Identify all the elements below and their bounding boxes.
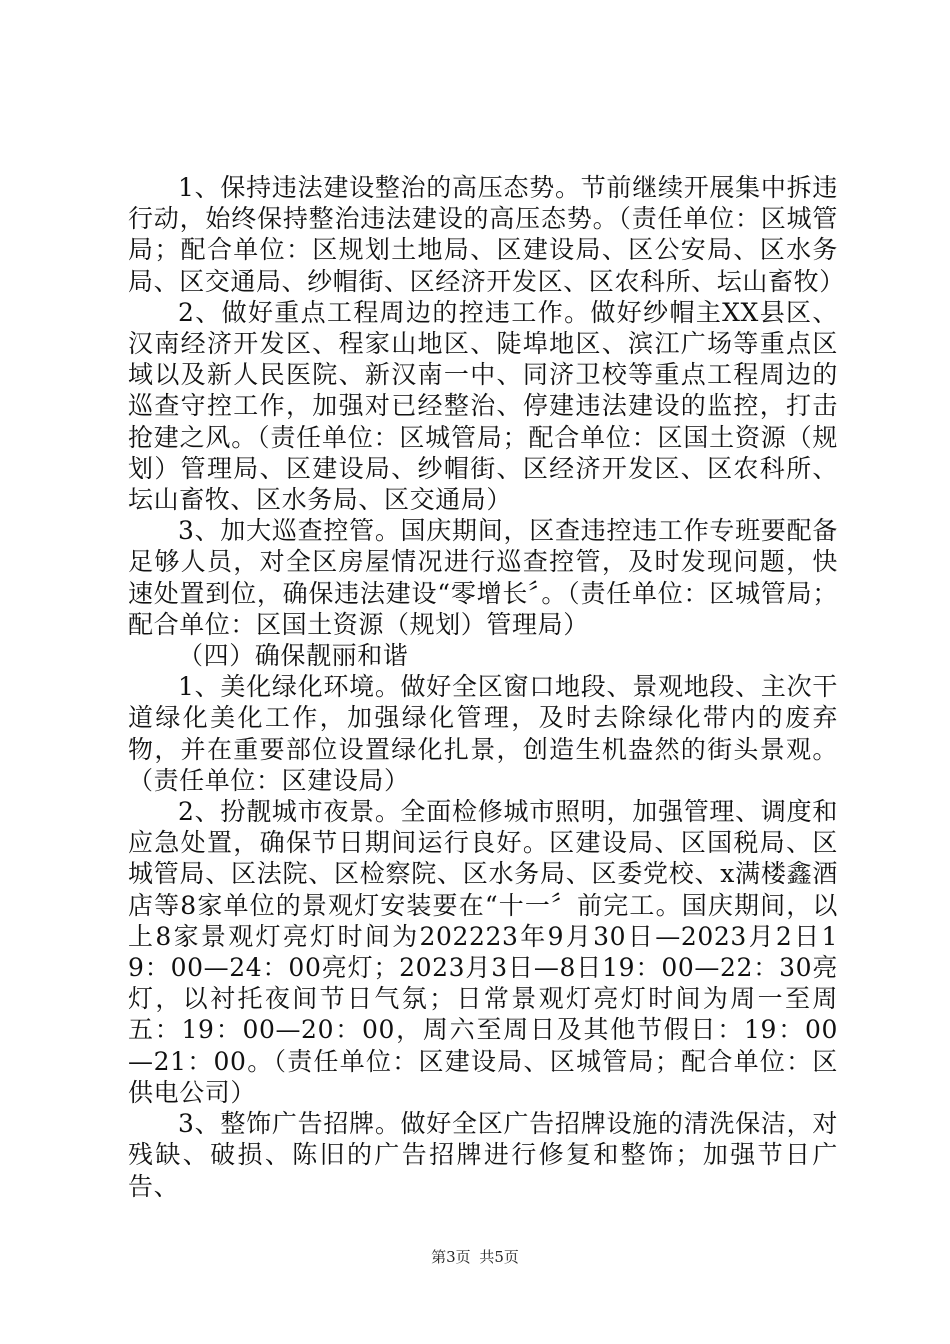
paragraph: 1、美化绿化环境。做好全区窗口地段、景观地段、主次干道绿化美化工作，加强绿化管理，及时去除绿化带内的废弃物，并在重要部位设置绿化扎景，创造生机盎然的街头景观。（责任单位：区建设局） <box>128 672 838 795</box>
paragraph: 2、扮靓城市夜景。全面检修城市照明，加强管理、调度和应急处置，确保节日期间运行良好。区建设局、区国税局、区城管局、区法院、区检察院、区水务局、区委党校、x满楼鑫酒店等8家单位的景观灯安装要在“十一〞前完工。国庆期间，以上8家景观灯亮灯时间为202223年9月30日—2023月2日19：00—24：00亮灯；2023月3日—8日19：00—22：30亮灯，以衬托夜间节日气氛；日常景观灯亮灯时间为周一至周五：19：00—20：00，周六至周日及其他节假日：19：00—21：00。（责任单位：区建设局、区城管局；配合单位：区供电公司） <box>128 797 838 1107</box>
page-footer <box>0 1246 950 1267</box>
section-heading: （四）确保靓丽和谐 <box>178 641 409 671</box>
page-total: 共5页 <box>479 1248 519 1266</box>
paragraph: 1、保持违法建设整治的高压态势。节前继续开展集中拆违行动，始终保持整治违法建设的高压态势。（责任单位：区城管局；配合单位：区规划土地局、区建设局、区公安局、区水务局、区交通局、纱帽街、区经济开发区、区农科所、坛山畜牧） <box>128 173 845 296</box>
document-body <box>128 172 845 1202</box>
paragraph: 2、做好重点工程周边的控违工作。做好纱帽主XX县区、汉南经济开发区、程家山地区、陡埠地区、滨江广场等重点区域以及新人民医院、新汉南一中、同济卫校等重点工程周边的巡查守控工作，加强对已经整治、停建违法建设的监控，打击抢建之风。（责任单位：区城管局；配合单位：区国土资源（规划）管理局、区建设局、纱帽街、区经济开发区、区农科所、坛山畜牧、区水务局、区交通局） <box>128 297 838 515</box>
page-number: 第3页 <box>431 1248 471 1266</box>
paragraph: 3、加大巡查控管。国庆期间，区查违控违工作专班要配备足够人员，对全区房屋情况进行巡查控管，及时发现问题，快速处置到位，确保违法建设“零增长〞。（责任单位：区城管局；配合单位：区国土资源（规划）管理局） <box>128 516 838 639</box>
paragraph: 3、整饰广告招牌。做好全区广告招牌设施的清洗保洁，对残缺、破损、陈旧的广告招牌进行修复和整饰；加强节日广告、 <box>128 1109 838 1201</box>
